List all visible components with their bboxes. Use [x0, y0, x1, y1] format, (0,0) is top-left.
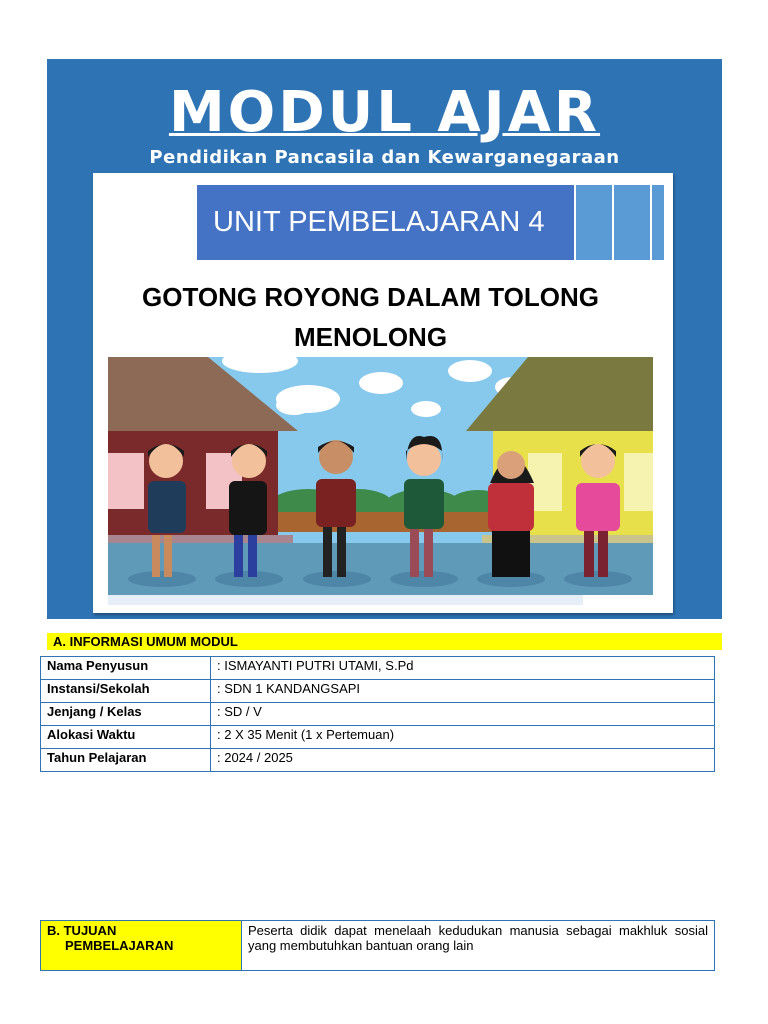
- row-value: : 2 X 35 Menit (1 x Pertemuan): [211, 726, 715, 749]
- table-row: [41, 726, 715, 749]
- module-info-table: [40, 656, 715, 772]
- row-value: : 2024 / 2025: [211, 749, 715, 772]
- table-row: [41, 680, 715, 703]
- table-row: [41, 657, 715, 680]
- section-a-heading: A. INFORMASI UMUM MODUL: [47, 633, 722, 650]
- row-value: : SD / V: [211, 703, 715, 726]
- row-label: Tahun Pelajaran: [41, 749, 211, 772]
- banner-stripe: [614, 185, 650, 260]
- unit-banner: UNIT PEMBELAJARAN 4: [197, 185, 574, 260]
- table-row: [41, 703, 715, 726]
- row-value: : SDN 1 KANDANGSAPI: [211, 680, 715, 703]
- table-row: [41, 921, 715, 971]
- gotong-royong-illustration: [108, 357, 653, 595]
- banner-stripe: [652, 185, 664, 260]
- illustration-shadow: [108, 595, 583, 605]
- topic-title: GOTONG ROYONG DALAM TOLONG MENOLONG: [142, 282, 599, 352]
- module-subtitle: Pendidikan Pancasila dan Kewarganegaraan: [149, 147, 620, 168]
- section-b-label: B. TUJUAN PEMBELAJARAN: [41, 921, 242, 971]
- learning-objective-table: [40, 920, 715, 971]
- cover-panel: [93, 173, 673, 613]
- row-label: Instansi/Sekolah: [41, 680, 211, 703]
- module-title: MODUL AJAR: [168, 80, 601, 145]
- row-label: Alokasi Waktu: [41, 726, 211, 749]
- row-value: : ISMAYANTI PUTRI UTAMI, S.Pd: [211, 657, 715, 680]
- banner-stripe: [576, 185, 612, 260]
- table-row: [41, 749, 715, 772]
- row-label: Nama Penyusun: [41, 657, 211, 680]
- row-label: Jenjang / Kelas: [41, 703, 211, 726]
- cover-page: [47, 59, 722, 619]
- learning-objective-text: Peserta didik dapat menelaah kedudukan manusia sebagai makhluk sosial yang membutuhkan bantuan orang lain: [242, 921, 715, 971]
